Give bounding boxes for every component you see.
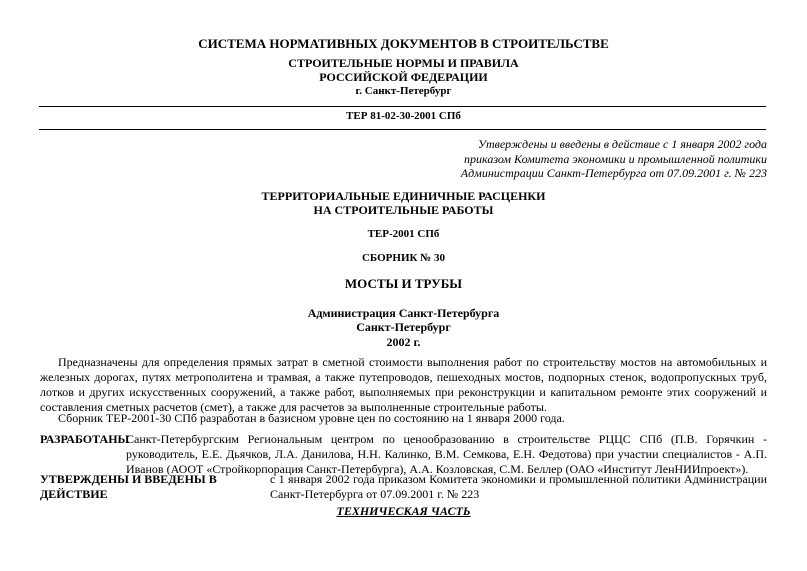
subject-title: МОСТЫ И ТРУБЫ bbox=[344, 276, 463, 291]
second-rule bbox=[39, 129, 766, 130]
developed-label: РАЗРАБОТАНЫ bbox=[40, 432, 130, 446]
approved-label: УТВЕРЖДЕНЫ И ВВЕДЕНЫ В ДЕЙСТВИЕ bbox=[40, 472, 217, 501]
approved-text: с 1 января 2002 года приказом Комитета экономики и промышленной политики Администрации Санкт-Петербурга от 07.09.2001 г. № 223 bbox=[270, 472, 767, 501]
basis-paragraph: Сборник ТЕР-2001-30 СПб разработан в базисном уровне цен по состоянию на 1 января 2000 года. bbox=[58, 411, 565, 425]
system-title: СИСТЕМА НОРМАТИВНЫХ ДОКУМЕНТОВ В СТРОИТЕЛЬСТВЕ bbox=[198, 36, 609, 51]
norms-line-2: РОССИЙСКОЙ ФЕДЕРАЦИИ bbox=[319, 70, 488, 84]
top-rule bbox=[39, 106, 766, 107]
publisher-city: Санкт-Петербург bbox=[356, 320, 451, 334]
city-line: г. Санкт-Петербург bbox=[355, 85, 452, 97]
approval-line-1: Утверждены и введены в действие с 1 января 2002 года bbox=[477, 137, 767, 151]
publisher-org: Администрация Санкт-Петербурга bbox=[307, 306, 500, 320]
ter-code: ТЕР-2001 СПб bbox=[367, 228, 440, 240]
title-line-1: ТЕРРИТОРИАЛЬНЫЕ ЕДИНИЧНЫЕ РАСЦЕНКИ bbox=[261, 189, 546, 203]
approval-line-2: приказом Комитета экономики и промышленной политики bbox=[464, 152, 767, 166]
purpose-paragraph: Предназначены для определения прямых затрат в сметной стоимости выполнения работ по строительству мостов на автомобильных и железных дорогах, путях метрополитена и трамвая, а также путепроводов, пешеходных мостов, подпорных стенок, водопропускных труб, лотков и других искусственных сооружений, а также работ, выполняемых при реконструкции и капитальном ремонте этих сооружений и составления сметных расчетов (смет), а также для расчетов за выполненные строительные работы. bbox=[40, 355, 767, 414]
publisher-year: 2002 г. bbox=[386, 335, 421, 349]
collection-number: СБОРНИК № 30 bbox=[361, 252, 446, 264]
norms-line-1: СТРОИТЕЛЬНЫЕ НОРМЫ И ПРАВИЛА bbox=[288, 56, 519, 70]
approval-line-3: Администрации Санкт-Петербурга от 07.09.2001 г. № 223 bbox=[460, 166, 767, 180]
title-line-2: НА СТРОИТЕЛЬНЫЕ РАБОТЫ bbox=[313, 203, 494, 217]
section-title: ТЕХНИЧЕСКАЯ ЧАСТЬ bbox=[336, 504, 471, 518]
doc-code: ТЕР 81-02-30-2001 СПб bbox=[346, 110, 461, 122]
developed-text: Санкт-Петербургским Региональным центром по ценообразованию в строительстве РЦЦС СПб (П.В. Горячкин - руководитель, Е.Е. Дьячков, Л.А. Данилова, Н.Н. Калинко, В.М. Семкова, Е.Н. Федотова) при участии специалистов - А.П. Иванов (АООТ «Стройкорпорация Санкт-Петербурга), А.А. Козловская, С.М. Беллер (ОАО «Институт ЛенНИИпроект»). bbox=[126, 432, 767, 476]
